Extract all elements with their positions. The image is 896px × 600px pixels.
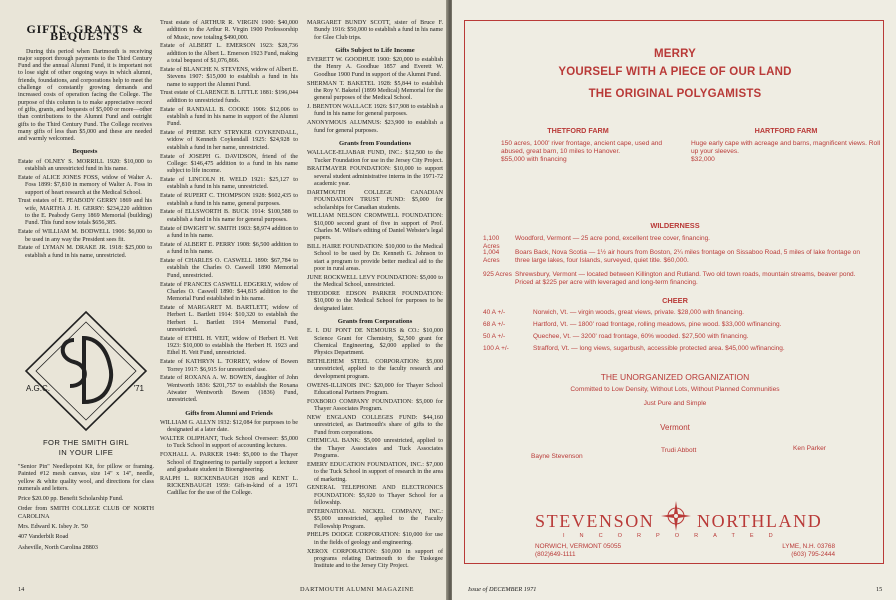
intro-paragraph: During this period when Dartmouth is receiving major support through payments to the Third Century Fund and the annual Alumni Fund, it is important not to lose sight of other ongoing ways in which alumni, friends, foundations, and corporations help to meet the challenge of constantly growing demands and increased costs of operation facing the College. The purpose of this column is to make appreciative record of gifts, grants, and bequests of $5,000 or more—other than contributions to the Alumni Fund and outright gifts to the Third Century Fund. The College receives many gifts of less than $5,000 and these are needed and warmly welcomed. <box>18 48 152 143</box>
left-footer: DARTMOUTH ALUMNI MAGAZINE <box>300 586 414 593</box>
ad-frame <box>464 20 884 564</box>
list-item: GENERAL TELEPHONE AND ELECTRONICS FOUNDATION: $5,920 to Thayer School for a fellowship. <box>307 485 443 507</box>
cheer-heading: CHEER <box>662 296 688 305</box>
list-item: WALLACE-ELJABAR FUND, INC.: $12,500 to the Tucker Foundation for use in the Jersey City Project. <box>307 150 443 164</box>
page-title: GIFTS, GRANTS & BEQUESTS <box>26 22 144 44</box>
ad-body <box>18 464 154 552</box>
land-listing <box>483 249 873 265</box>
list-item: Estate of ETHEL H. VEIT, widow of Herbert H. Veit 1923: $10,000 to establish the Herbert H. 1923 and Ethel H. Veit Fund, unrestricted. <box>160 335 298 357</box>
list-item: Estate of ROXANA A. W. BOWEN, daughter of John Wentworth 1836: $201,757 to establish the Roxana Atwater Wentworth Bowen (1836) Fund, unrestricted. <box>160 375 298 404</box>
listing-acreage: 925 Acres <box>483 271 512 278</box>
list-item: Trust estate of ARTHUR R. VIRGIN 1900: $40,000 addition to the Arthur R. Virgin 1900 Professorship of Music, now totaling $490,000. <box>160 20 298 41</box>
list-item: FOXHALL A. PARKER 1948: $5,000 to the Thayer School of Engineering to partially support a lecturer and graduate student in Bioengineering. <box>160 452 298 473</box>
listing-acreage: 50 A +/- <box>483 333 506 340</box>
bequests-list-continued <box>160 20 298 405</box>
list-item: RALPH L. RICKENBAUGH 1928 and KENT L. RICKENBAUGH 1959: Gift-in-kind of a 1971 Cadillac for the use of the College. <box>160 475 298 497</box>
org-line1: Committed to Low Density, Without Lots, Without Planned Communities <box>570 386 780 393</box>
listing-description: Norwich, Vt. — virgin woods, great views, private. $28,000 with financing. <box>533 309 744 316</box>
list-item: Estate of LYMAN M. DRAKE JR. 1918: $25,000 to establish a fund in his name, unrestricted. <box>18 245 152 259</box>
listing-description: Boars Back, Nova Scotia — 1½ air hours from Boston, 2¼ miles frontage on Sissaboo Road, 5 miles of lake frontage on three large lakes, four Islands, surveyed, quiet title. $60,000. <box>515 249 861 264</box>
list-item: Estate of ALICE JONES FOSS, widow of Walter A. Foss 1899: $7,810 in memory of Walter A. Foss in support of heart research at the Medical School. <box>18 174 152 196</box>
logo-initials: A.G.C. <box>26 384 51 393</box>
hartford-farm <box>691 127 881 164</box>
logo-year: '71 <box>133 384 144 393</box>
list-item: WILLIAM G. ALLYN 1932: $12,084 for purposes to be designated at a later date. <box>160 419 298 434</box>
listing-description: Strafford, Vt. — long views, sugarbush, accessible protected area. $45,000 w/financing. <box>533 345 785 352</box>
wilderness-heading: WILDERNESS <box>650 221 700 230</box>
list-item: EVERETT W. GOODHUE 1900: $20,000 to establish the Henry A. Goodhue 1857 and Everett W. Goodhue 1900 Fund in support of the Alumni Fund. <box>307 57 443 78</box>
list-item: XEROX CORPORATION: $10,000 in support of programs relating Dartmouth to the Tuskegee Institute and to the Jersey City Project. <box>307 548 443 570</box>
list-item: Estate of ALBERT L. EMERSON 1923: $28,736 addition to the Albert L. Emerson 1923 Fund, making a total bequest of $1,076,866. <box>160 43 299 65</box>
hartford-text: Huge early cape with acreage and barns, magnificent views. Roll up your sleeves. <box>691 140 881 155</box>
listing-description: Hartford, Vt. — 1800' road frontage, rolling meadows, pine wood. $33,000 w/financing. <box>533 321 782 328</box>
ad-headline <box>465 45 885 103</box>
thetford-price: $55,000 with financing <box>501 156 567 163</box>
right-footer: Issue of DECEMBER 1971 <box>468 586 537 593</box>
list-item: BRAITMAYER FOUNDATION: $10,000 to support several student administrative interns in the 1971-72 academic year. <box>307 166 443 188</box>
bequests-list <box>18 159 152 260</box>
list-item: Estate of CHARLES O. CASWELL 1890: $67,784 to establish the Charles O. Caswell 1890 Memorial Fund, unrestricted. <box>160 258 298 279</box>
listing-acreage: 100 A +/- <box>483 345 509 352</box>
list-item: MARGARET BUNDY SCOTT, sister of Bruce F. Bundy 1916: $50,000 to establish a fund in his name for Glee Club trips. <box>307 20 443 41</box>
list-item: Estate of ALBERT E. PERRY 1908: $6,500 addition to a fund in his name. <box>160 241 298 256</box>
list-item: CHEMICAL BANK: $5,000 unrestricted, applied to the Thayer Associates and Tuck Associates Programs. <box>307 438 443 460</box>
list-item: Estate of FRANCES CASWELL EDGERLY, widow of Charles O. Caswell 1890: $44,815 addition to the Memorial Fund established in his name. <box>160 281 298 303</box>
listing-acreage: 40 A +/- <box>483 309 506 316</box>
list-item: JUNE ROCKWELL LEVY FOUNDATION: $5,000 to the Medical School, unrestricted. <box>307 274 443 289</box>
right-page-number: 15 <box>876 586 883 593</box>
land-listing <box>483 345 873 353</box>
list-item: INTERNATIONAL NICKEL COMPANY, INC.: $5,000 unrestricted, applied to the Faculty Fellowship Program. <box>307 508 443 530</box>
list-item: DARTMOUTH COLLEGE CANADIAN FOUNDATION TRUST FUND: $5,000 for scholarships for Canadian students. <box>307 189 443 211</box>
headline-line2: YOURSELF WITH A PIECE OF OUR LAND <box>558 66 792 78</box>
list-item: BETHLEHEM STEEL CORPORATION: $5,000 unrestricted, applied to the faculty research and development program. <box>307 359 443 380</box>
listing-description: Shrewsbury, Vermont — located between Killington and Rutland. Two old town roads, mountain streams, beaver pond. Priced at $225 per acre with leveraged and long-term financing. <box>515 271 856 286</box>
listing-acreage: 1,100 Acres <box>483 235 500 250</box>
alumni-gifts-heading: Gifts from Alumni and Friends <box>185 409 273 417</box>
list-item: Estate of DWIGHT W. SMITH 1903: $8,974 addition to a fund in his name. <box>160 225 298 239</box>
listing-acreage: 1,004 Acres <box>483 249 500 264</box>
brand-northland: NORTHLAND <box>697 511 823 531</box>
column-1 <box>18 20 152 262</box>
foundations-heading: Grants from Foundations <box>338 139 412 147</box>
hartford-price: $32,000 <box>691 156 715 163</box>
brand-stevenson: STEVENSON <box>535 511 655 531</box>
vermont-label: Vermont <box>660 423 690 432</box>
list-item: THEODORE EDSON PARKER FOUNDATION: $10,000 to the Medical School for purposes to be designated later. <box>307 291 443 312</box>
thetford-title: THETFORD FARM <box>547 126 609 135</box>
address-norwich-phone: (802)649-1111 <box>535 551 576 558</box>
smith-ad <box>18 310 154 580</box>
life-income-heading: Gifts Subject to Life Income <box>335 46 415 54</box>
list-item: Trust estates of E. PEABODY GERRY 1869 and his wife, MARTHA J. H. GERRY: $234,220 addition to the E. Peabody Gerry 1869 Memorial (building) Fund. This fund now totals $656,385. <box>18 198 152 227</box>
listing-description: Quechee, Vt. — 3200' road frontage, 60% wooded. $27,500 with financing. <box>533 333 749 340</box>
hartford-title: HARTFORD FARM <box>754 126 818 135</box>
ad-order-address <box>18 506 154 551</box>
list-item: 407 Vanderbilt Road <box>18 534 69 541</box>
name-stevenson: Bayne Stevenson <box>531 453 583 460</box>
list-item: SHERMAN T. BAKETEL 1928: $5,844 to establish the Roy V. Baketel (1899 Medical) Memorial for the general purposes of the Medical School. <box>307 80 443 102</box>
right-page <box>452 0 896 600</box>
land-listing <box>483 321 873 329</box>
list-item: Estate of BLANCHE N. STEVENS, widow of Albert E. Stevens 1907: $15,000 to establish a fund in his name to support the Alumni Fund. <box>160 66 298 88</box>
ad-headline-line2: IN YOUR LIFE <box>58 448 114 457</box>
org-line2: Just Pure and Simple <box>643 400 707 407</box>
list-item: Estate of RUPERT C. THOMPSON 1928: $602,435 to establish a fund in his name, general purposes. <box>160 193 298 207</box>
column-3 <box>307 20 443 572</box>
ad-headline-line1: FOR THE SMITH GIRL <box>43 438 129 447</box>
list-item: Estate of ELLSWORTH B. BUCK 1914: $100,588 to establish a fund in his name for general purposes. <box>160 209 298 223</box>
list-item: Estate of KATHRYN L. TORREY, widow of Bowen Torrey 1917: $6,915 for unrestricted use. <box>160 359 298 373</box>
foundations-list <box>307 150 443 313</box>
list-item: J. BRENTON WALLACE 1926: $17,908 to establish a fund in his name for general purposes. <box>307 104 443 118</box>
list-item: Asheville, North Carolina 28803 <box>18 544 98 551</box>
org-title: THE UNORGANIZED ORGANIZATION <box>600 372 750 382</box>
list-item: Estate of JOSEPH G. DAVIDSON, friend of the College: $146,475 addition to a fund in his name subject to life income. <box>160 153 298 175</box>
column-2 <box>160 20 298 499</box>
headline-line1: MERRY <box>653 48 697 60</box>
list-item: Estate of RANDALL B. COOKE 1906: $12,006 to establish a fund in his name in support of the Alumni Fund. <box>160 106 298 128</box>
list-item: E. I. DU PONT DE NEMOURS & CO.: $10,000 Science Grant for Chemistry, $2,500 grant for Chemical Engineering, $2,000 applied to the Physics Department. <box>307 328 443 357</box>
land-listing <box>483 271 873 287</box>
list-item: Estate of LINCOLN H. WELD 1921: $25,127 to establish a fund in his name, unrestricted. <box>160 177 298 191</box>
list-item: WILLIAM NELSON CROMWELL FOUNDATION: $10,000 second grant of five in support of Prof. Charles M. Wiltse's editing of Daniel Webster's legal papers. <box>307 213 443 242</box>
smith-pin-logo <box>24 310 148 432</box>
bequests-heading: Bequests <box>72 148 98 156</box>
life-income-list <box>307 57 443 135</box>
incorporated-label: INCORPORATED <box>563 533 788 539</box>
thetford-farm <box>483 127 673 164</box>
list-item: Mrs. Edward K. Isbey Jr. '50 <box>18 524 88 531</box>
list-item: Estate of OLNEY S. MORRILL 1920: $10,000 to establish an unrestricted fund in his name. <box>18 158 152 173</box>
address-lyme-line1: LYME, N.H. 03768 <box>782 543 835 550</box>
list-item: NEW ENGLAND COLLEGES FUND: $44,160 unrestricted, as Dartmouth's share of gifts to the Fund from corporations. <box>307 414 443 436</box>
land-listing <box>483 333 873 341</box>
name-abbott: Trudi Abbott <box>661 447 697 454</box>
list-item: Trust estate of CLARENCE B. LITTLE 1881: $196,044 addition to unrestricted funds. <box>160 90 298 104</box>
list-item: WALTER OLIPHANT, Tuck School Overseer: $5,000 to Tuck School in support of accounting lectures. <box>160 436 298 450</box>
ad-price: Price $20.00 pp. Benefit Scholarship Fund. <box>18 496 124 503</box>
list-item: Order from SMITH COLLEGE CLUB OF NORTH CAROLINA <box>18 506 154 520</box>
company-logo <box>465 511 885 541</box>
listing-description: Woodford, Vermont — 25 acre pond, excellent tree cover, financing. <box>515 235 710 242</box>
address-norwich-line1: NORWICH, VERMONT 05055 <box>535 543 622 550</box>
list-item: Estate of WILLIAM M. BODWELL 1906: $6,000 to be used in any way the President sees fit. <box>18 229 152 243</box>
ad-headline <box>18 438 154 458</box>
corporations-heading: Grants from Corporations <box>337 318 413 326</box>
list-item: FOXBORO COMPANY FOUNDATION: $5,000 for Thayer Associates Program. <box>307 398 443 413</box>
thetford-text: 150 acres, 1000' river frontage, ancient cape, used and abused, great barn, 10 miles to Hanover. <box>501 140 663 155</box>
list-item: BILL HAIRE FOUNDATION: $10,000 to the Medical School to be used by Dr. Kenneth G. Johnson to start a program to provide better medical aid to the poor in rural areas. <box>307 244 443 273</box>
alumni-gifts-list <box>160 420 298 498</box>
address-lyme <box>765 543 835 559</box>
list-item: PHELPS DODGE CORPORATION: $10,000 for use in the fields of geology and engineering. <box>307 532 443 546</box>
listing-acreage: 68 A +/- <box>483 321 506 328</box>
address-norwich <box>535 543 621 559</box>
land-listing <box>483 309 873 317</box>
name-parker: Ken Parker <box>793 445 826 452</box>
compass-icon <box>661 501 691 536</box>
list-item: ANONYMOUS ALUMNUS: $23,900 to establish a fund for general purposes. <box>307 120 443 134</box>
list-item: EMERY EDUCATION FOUNDATION, INC.: $7,000 to the Tuck School in support of research in the area of marketing. <box>307 461 443 483</box>
address-lyme-phone: (603) 795-2444 <box>791 551 835 558</box>
left-page-number: 14 <box>18 586 25 593</box>
list-item: Estate of MARGARET M. BARTLETT, widow of Herbert L. Bartlett 1914: $10,320 to establish the Herbert L. Bartlett 1914 Memorial Fund, unrestricted. <box>160 305 298 333</box>
headline-line3: THE ORIGINAL POLYGAMISTS <box>588 88 762 100</box>
corporations-list <box>307 328 443 570</box>
ad-description: "Senior Pin" Needlepoint Kit, for pillow or framing. Painted #12 mesh canvas, size 14" x 14", needle, yellow & white quality wool, and directions for class numerals and letters. <box>18 464 154 492</box>
list-item: Estate of PHEBE KEY STRYKER COYKENDALL, widow of Kenneth Coykendall 1925: $24,928 to establish a fund in her name, unrestricted. <box>160 130 298 151</box>
list-item: OWENS-ILLINOIS INC: $20,000 for Thayer School Educational Partners Program. <box>307 382 443 396</box>
